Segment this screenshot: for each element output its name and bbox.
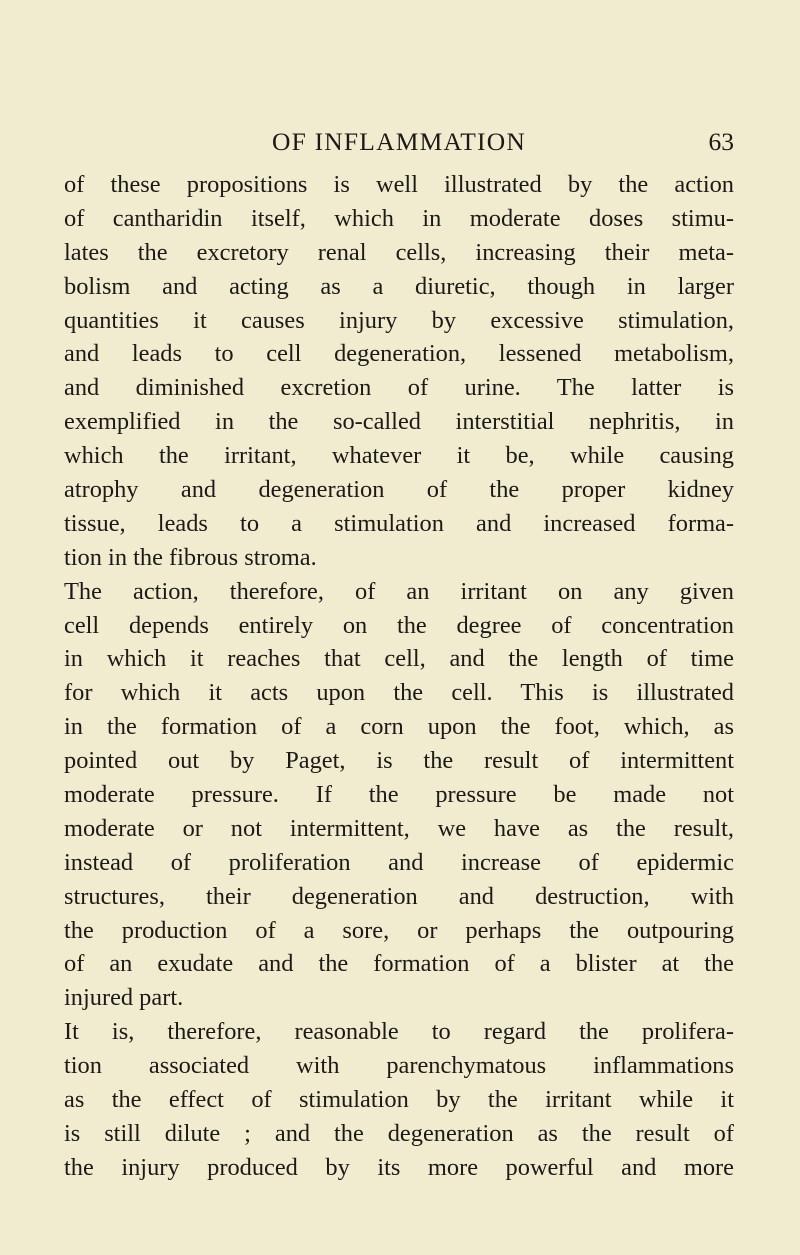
running-title: OF INFLAMMATION xyxy=(272,127,526,156)
text-line: The action, therefore, of an irritant on any given xyxy=(64,577,734,605)
text-line: It is, therefore, reasonable to regard the prolifera- xyxy=(64,1018,734,1046)
text-line: moderate or not intermittent, we have as the result, xyxy=(64,814,734,842)
text-line: the production of a sore, or perhaps the outpouring xyxy=(64,916,734,944)
running-head xyxy=(64,124,734,160)
text-line: and leads to cell degeneration, lessened metabolism, xyxy=(64,340,734,368)
text-line: tissue, leads to a stimulation and increased forma- xyxy=(64,509,734,537)
text-line: of an exudate and the formation of a blister at the xyxy=(64,950,734,978)
text-line: is still dilute ; and the degeneration as the result of xyxy=(64,1119,734,1147)
text-line: in the formation of a corn upon the foot, which, as xyxy=(64,713,734,741)
text-line: tion in the fibrous stroma. xyxy=(64,543,317,571)
text-line: moderate pressure. If the pressure be made not xyxy=(64,781,734,809)
text-line: structures, their degeneration and destruction, with xyxy=(64,882,734,910)
text-line: pointed out by Paget, is the result of intermittent xyxy=(64,747,734,775)
text-line: of cantharidin itself, which in moderate doses stimu- xyxy=(64,204,734,232)
text-line: cell depends entirely on the degree of concentration xyxy=(64,611,734,639)
text-line: exemplified in the so-called interstitial nephritis, in xyxy=(64,408,734,436)
body-text xyxy=(64,168,734,1185)
text-line: quantities it causes injury by excessive stimulation, xyxy=(64,306,734,334)
text-line: instead of proliferation and increase of epidermic xyxy=(64,848,734,876)
text-line: as the effect of stimulation by the irritant while it xyxy=(64,1086,734,1114)
text-line: of these propositions is well illustrated by the action xyxy=(64,171,734,198)
text-line: the injury produced by its more powerful and more xyxy=(64,1153,734,1181)
text-line: bolism and acting as a diuretic, though in larger xyxy=(64,272,734,300)
text-line: and diminished excretion of urine. The latter is xyxy=(64,374,734,402)
text-line: for which it acts upon the cell. This is illustrated xyxy=(64,679,734,707)
text-line: lates the excretory renal cells, increasing their meta- xyxy=(64,238,734,266)
text-line: injured part. xyxy=(64,984,184,1012)
text-line: which the irritant, whatever it be, while causing xyxy=(64,442,734,470)
text-line: in which it reaches that cell, and the length of time xyxy=(64,645,734,673)
text-line: tion associated with parenchymatous inflammations xyxy=(64,1052,734,1080)
text-line: atrophy and degeneration of the proper kidney xyxy=(64,476,734,504)
page-number: 63 xyxy=(708,127,734,156)
